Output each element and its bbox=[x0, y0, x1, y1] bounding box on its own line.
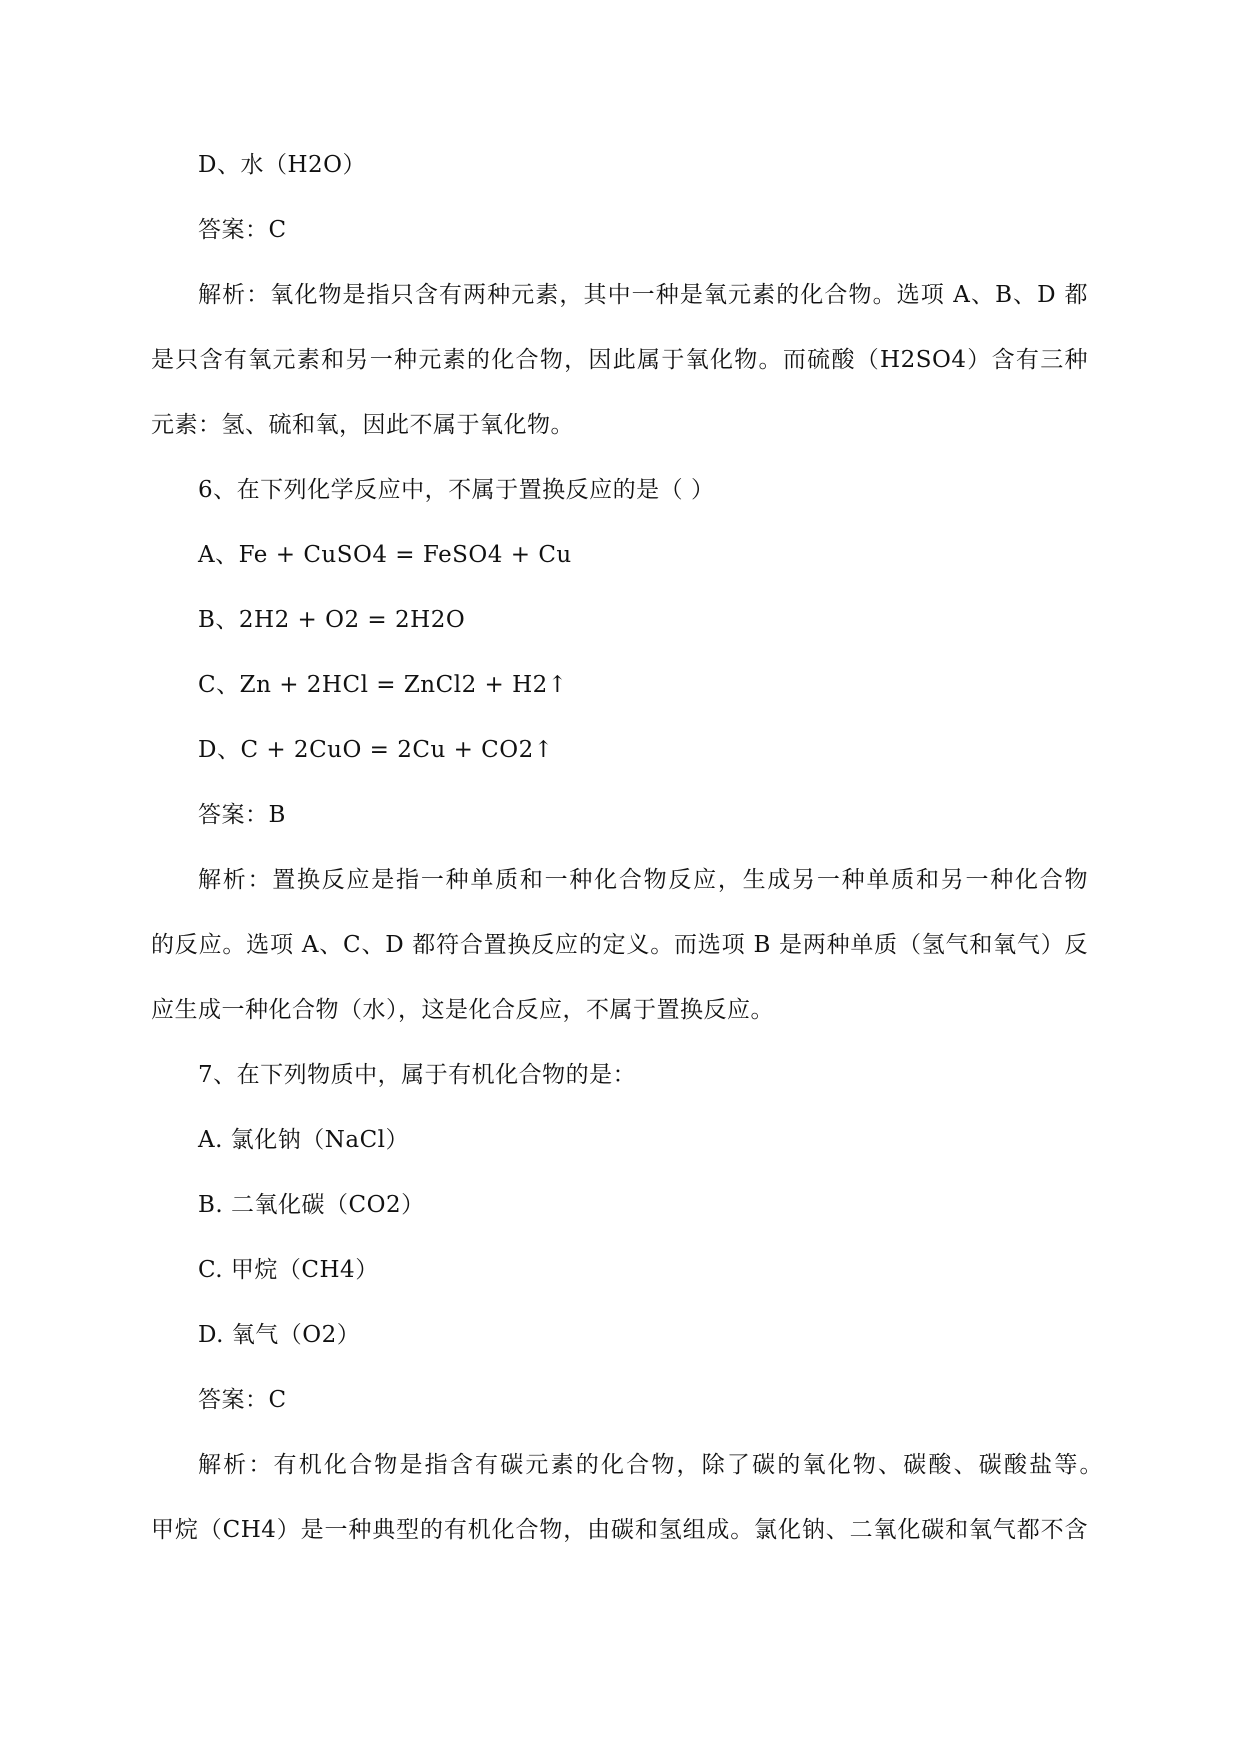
explanation-6-line-2: 的反应。选项 A、C、D 都符合置换反应的定义。而选项 B 是两种单质（氢气和氧气）反 bbox=[151, 932, 1088, 958]
explanation-5-line-2: 是只含有氧元素和另一种元素的化合物，因此属于氧化物。而硫酸（H2SO4）含有三种 bbox=[151, 347, 1088, 373]
explanation-5-line-1: 解析：氧化物是指只含有两种元素，其中一种是氧元素的化合物。选项 A、B、D 都 bbox=[198, 282, 1088, 308]
answer-7: 答案：C bbox=[198, 1387, 287, 1413]
question-6: 6、在下列化学反应中，不属于置换反应的是（ ） bbox=[198, 477, 715, 503]
question-6-option-b: B、2H2 + O2 = 2H2O bbox=[198, 607, 466, 633]
option-d-water: D、水（H2O） bbox=[198, 152, 366, 178]
explanation-6-line-1: 解析：置换反应是指一种单质和一种化合物反应，生成另一种单质和另一种化合物 bbox=[198, 867, 1088, 893]
question-7: 7、在下列物质中，属于有机化合物的是： bbox=[198, 1062, 637, 1088]
explanation-6-line-3: 应生成一种化合物（水），这是化合反应，不属于置换反应。 bbox=[151, 997, 774, 1023]
question-7-option-b: B. 二氧化碳（CO2） bbox=[198, 1192, 425, 1218]
question-6-option-d: D、C + 2CuO = 2Cu + CO2↑ bbox=[198, 737, 554, 763]
question-6-option-c: C、Zn + 2HCl = ZnCl2 + H2↑ bbox=[198, 672, 568, 698]
answer-6: 答案：B bbox=[198, 802, 286, 828]
question-7-option-d: D. 氧气（O2） bbox=[198, 1322, 361, 1348]
explanation-7-line-1: 解析：有机化合物是指含有碳元素的化合物，除了碳的氧化物、碳酸、碳酸盐等。 bbox=[198, 1452, 1103, 1478]
question-7-option-c: C. 甲烷（CH4） bbox=[198, 1257, 379, 1283]
explanation-7-line-2: 甲烷（CH4）是一种典型的有机化合物，由碳和氢组成。氯化钠、二氧化碳和氧气都不含 bbox=[151, 1517, 1088, 1543]
explanation-5-line-3: 元素：氢、硫和氧，因此不属于氧化物。 bbox=[151, 412, 574, 438]
question-7-option-a: A. 氯化钠（NaCl） bbox=[198, 1127, 410, 1153]
answer-5: 答案：C bbox=[198, 217, 287, 243]
question-6-option-a: A、Fe + CuSO4 = FeSO4 + Cu bbox=[198, 542, 572, 568]
